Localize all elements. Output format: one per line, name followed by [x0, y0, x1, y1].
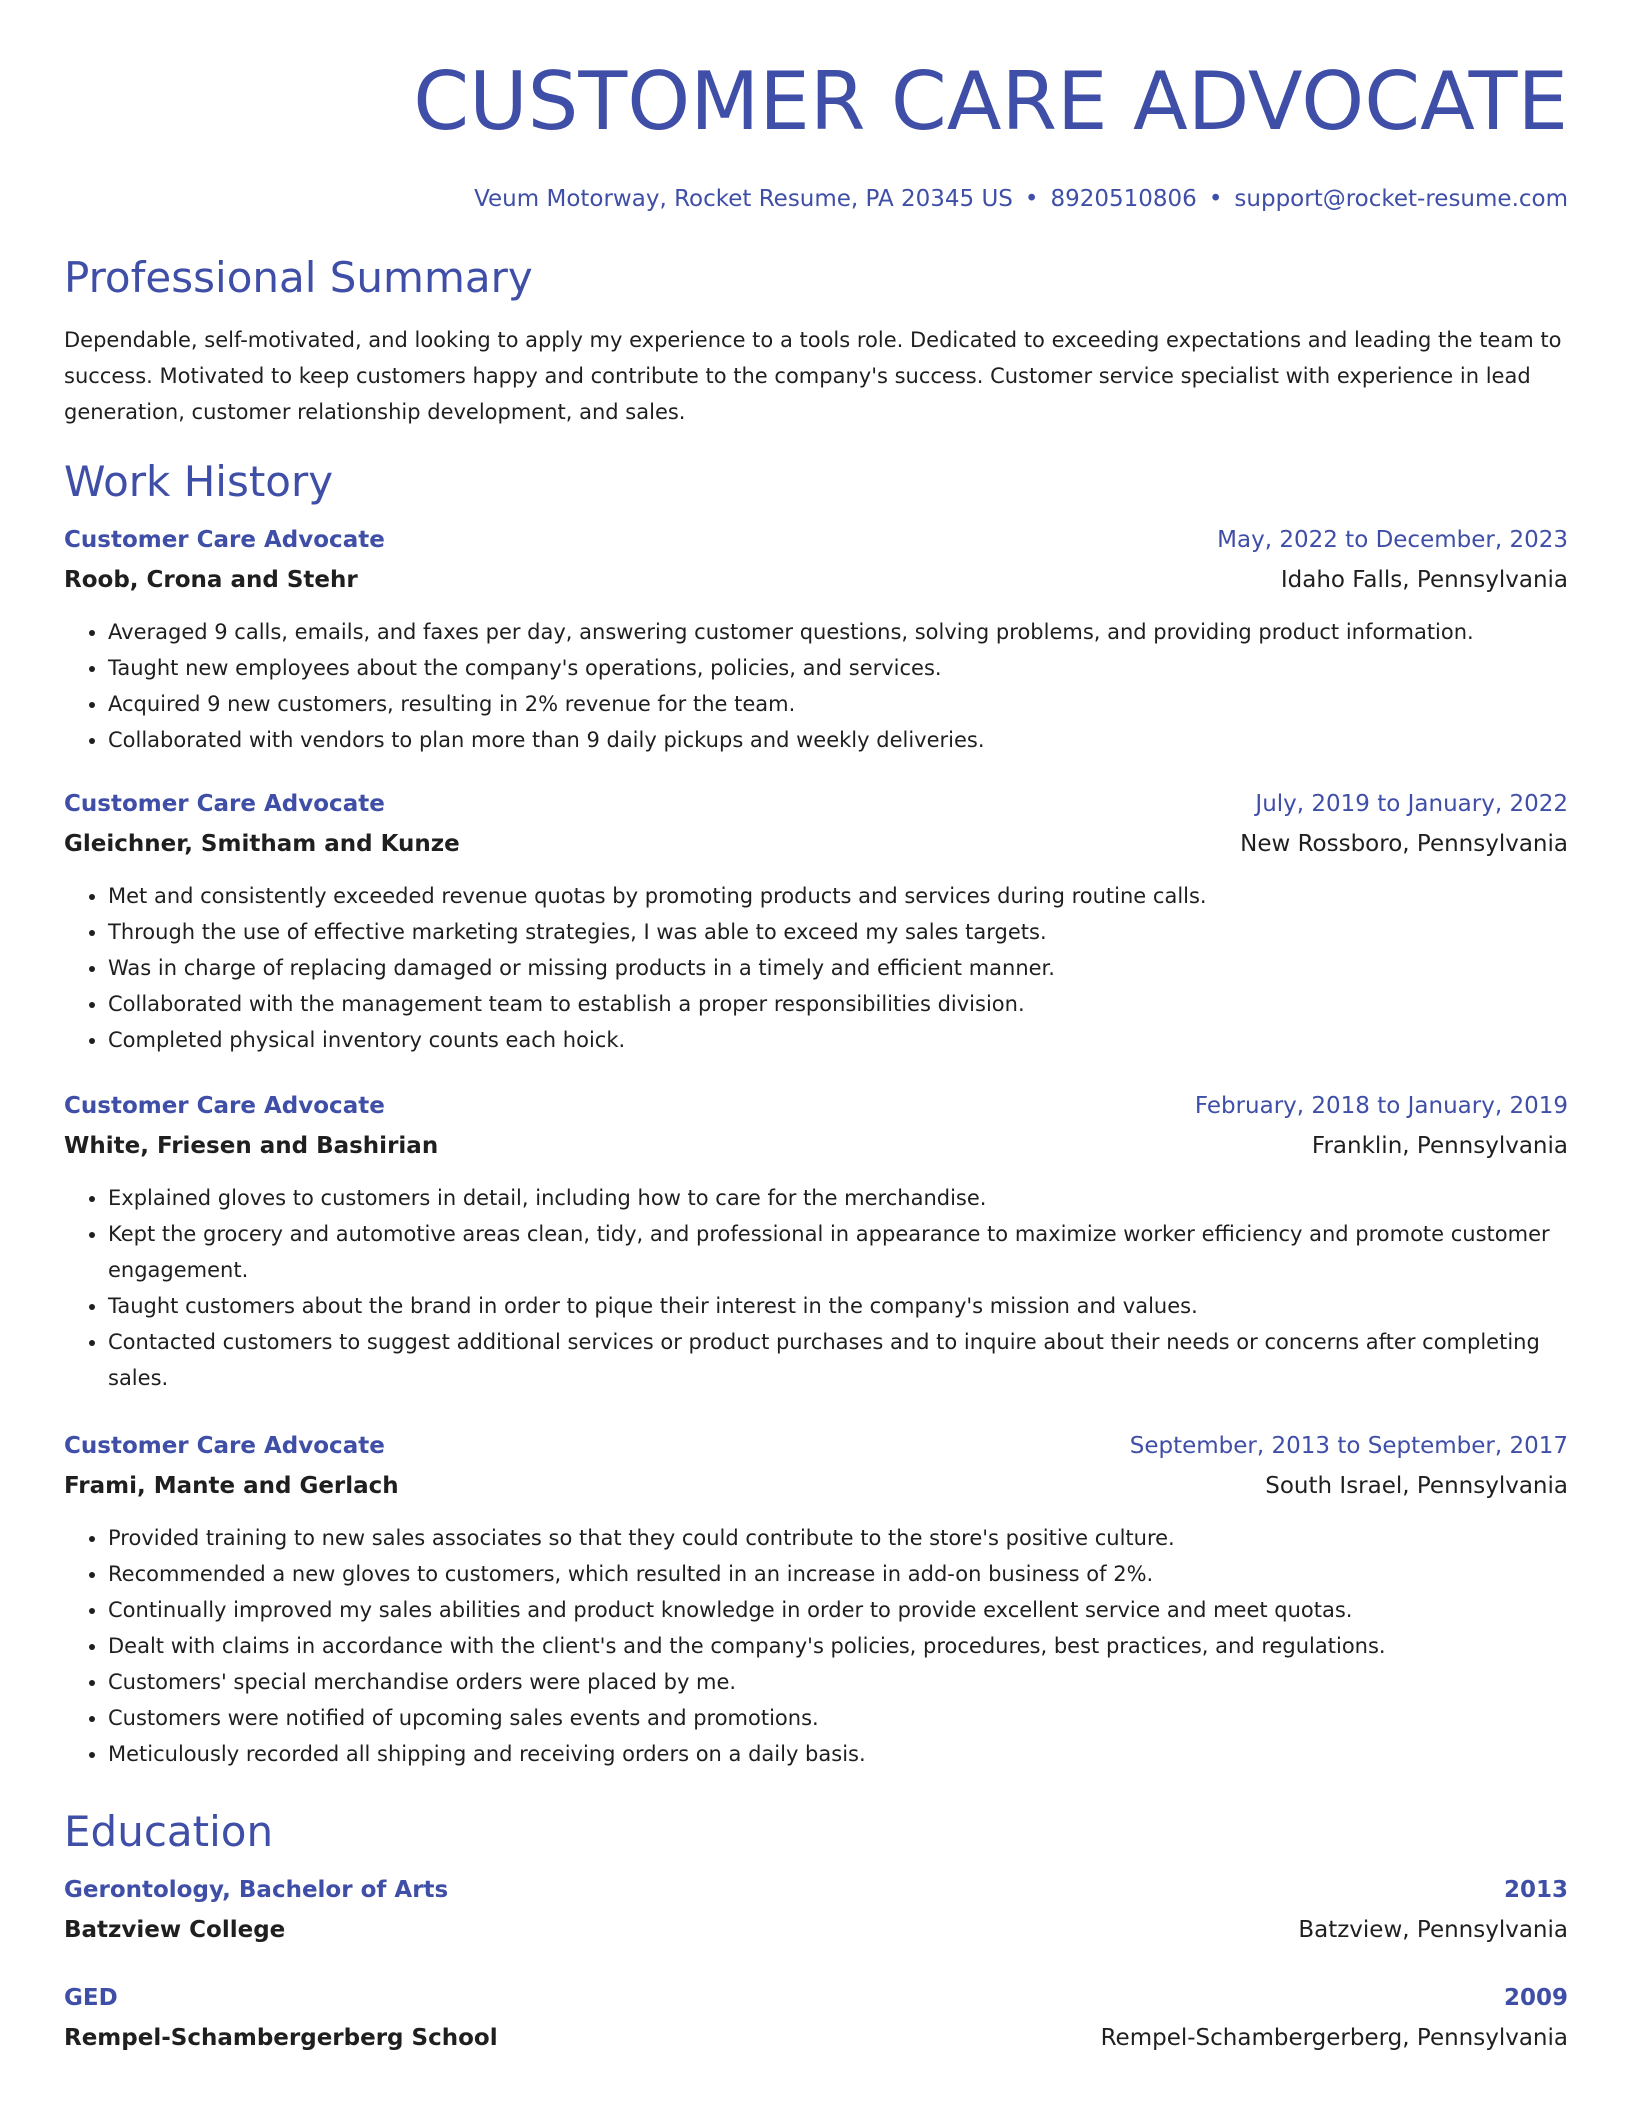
job-location: New Rossboro, Pennsylvania	[1240, 831, 1568, 857]
job-bullet: • Recommended a new gloves to customers, which resulted in an increase in add-on business of 2%.	[108, 1556, 1568, 1592]
job-subheader	[64, 1468, 1568, 1504]
education-entry	[64, 1980, 1568, 2056]
job-header	[64, 786, 1568, 822]
job-bullet: • Taught customers about the brand in order to pique their interest in the company's mission and values.	[108, 1288, 1568, 1324]
job-bullet: • Completed physical inventory counts each hoick.	[108, 1022, 1568, 1058]
work-history-heading: Work History	[64, 457, 334, 506]
education-location: Batzview, Pennsylvania	[1298, 1917, 1568, 1943]
job-header	[64, 1088, 1568, 1124]
job-dates: July, 2019 to January, 2022	[1255, 791, 1568, 817]
job-entry	[64, 522, 1568, 758]
contact-line	[64, 182, 1568, 216]
job-bullet: • Meticulously recorded all shipping and receiving orders on a daily basis.	[108, 1736, 1568, 1772]
job-bullet: • Collaborated with the management team to establish a proper responsibilities division.	[108, 986, 1568, 1022]
job-company: White, Friesen and Bashirian	[64, 1133, 439, 1159]
summary-text: Dependable, self-motivated, and looking to apply my experience to a tools role. Dedicated to exceeding expectations and leading the team to success. Motivated to keep customers happy and contribute to the company's success. Customer service specialist with experience in lead generation, customer relationship development, and sales.	[64, 328, 1562, 424]
job-bullets	[64, 1180, 1568, 1396]
job-dates: September, 2013 to September, 2017	[1129, 1433, 1568, 1459]
job-subheader	[64, 826, 1568, 862]
job-location: South Israel, Pennsylvania	[1265, 1473, 1568, 1499]
job-bullet: • Met and consistently exceeded revenue quotas by promoting products and services during routine calls.	[108, 878, 1568, 914]
education-degree: GED	[64, 1985, 118, 2011]
contact-phone: 8920510806	[1050, 186, 1197, 212]
job-bullet: • Kept the grocery and automotive areas clean, tidy, and professional in appearance to maximize worker efficiency and promote customer engagement.	[108, 1216, 1568, 1288]
education-school: Batzview College	[64, 1917, 286, 1943]
job-bullet: • Provided training to new sales associates so that they could contribute to the store's positive culture.	[108, 1520, 1568, 1556]
job-bullet: • Dealt with claims in accordance with the client's and the company's policies, procedures, best practices, and regulations.	[108, 1628, 1568, 1664]
job-bullet: • Was in charge of replacing damaged or missing products in a timely and efficient manner.	[108, 950, 1568, 986]
job-bullet: • Contacted customers to suggest additional services or product purchases and to inquire about their needs or concerns after completing sales.	[108, 1324, 1568, 1396]
contact-email[interactable]: support@rocket-resume.com	[1234, 186, 1568, 212]
job-header	[64, 522, 1568, 558]
job-bullet: • Customers' special merchandise orders were placed by me.	[108, 1664, 1568, 1700]
job-bullets	[64, 614, 1568, 758]
job-bullets	[64, 1520, 1568, 1772]
contact-separator: •	[1024, 186, 1039, 212]
job-header	[64, 1428, 1568, 1464]
education-degree: Gerontology, Bachelor of Arts	[64, 1877, 449, 1903]
job-entry	[64, 1088, 1568, 1396]
job-entry	[64, 1428, 1568, 1772]
job-bullets	[64, 878, 1568, 1058]
job-subheader	[64, 1128, 1568, 1164]
education-heading: Education	[64, 1807, 274, 1856]
resume-name-title: CUSTOMER CARE ADVOCATE	[413, 55, 1568, 148]
education-year: 2013	[1503, 1877, 1568, 1903]
job-bullet: • Averaged 9 calls, emails, and faxes per day, answering customer questions, solving problems, and providing product information.	[108, 614, 1568, 650]
education-subheader	[64, 1912, 1568, 1948]
contact-address: Veum Motorway, Rocket Resume, PA 20345 US	[474, 186, 1013, 212]
job-role: Customer Care Advocate	[64, 1433, 385, 1459]
job-bullet: • Continually improved my sales abilities and product knowledge in order to provide excellent service and meet quotas.	[108, 1592, 1568, 1628]
job-dates: May, 2022 to December, 2023	[1217, 527, 1568, 553]
job-bullet: • Explained gloves to customers in detail, including how to care for the merchandise.	[108, 1180, 1568, 1216]
job-bullet: • Collaborated with vendors to plan more than 9 daily pickups and weekly deliveries.	[108, 722, 1568, 758]
job-dates: February, 2018 to January, 2019	[1194, 1093, 1568, 1119]
summary-heading: Professional Summary	[64, 253, 533, 302]
contact-separator: •	[1208, 186, 1223, 212]
education-header	[64, 1872, 1568, 1908]
job-bullet: • Taught new employees about the company's operations, policies, and services.	[108, 650, 1568, 686]
education-subheader	[64, 2020, 1568, 2056]
job-location: Franklin, Pennsylvania	[1311, 1133, 1568, 1159]
job-bullet: • Customers were notified of upcoming sales events and promotions.	[108, 1700, 1568, 1736]
job-entry	[64, 786, 1568, 1058]
job-location: Idaho Falls, Pennsylvania	[1280, 567, 1568, 593]
job-bullet: • Acquired 9 new customers, resulting in 2% revenue for the team.	[108, 686, 1568, 722]
education-school: Rempel-Schambergerberg School	[64, 2025, 498, 2051]
education-entry	[64, 1872, 1568, 1948]
job-bullet: • Through the use of effective marketing strategies, I was able to exceed my sales targets.	[108, 914, 1568, 950]
job-company: Gleichner, Smitham and Kunze	[64, 831, 460, 857]
job-role: Customer Care Advocate	[64, 527, 385, 553]
job-company: Roob, Crona and Stehr	[64, 567, 358, 593]
education-year: 2009	[1503, 1985, 1568, 2011]
education-location: Rempel-Schambergerberg, Pennsylvania	[1100, 2025, 1568, 2051]
job-role: Customer Care Advocate	[64, 791, 385, 817]
education-header	[64, 1980, 1568, 2016]
job-subheader	[64, 562, 1568, 598]
job-role: Customer Care Advocate	[64, 1093, 385, 1119]
job-company: Frami, Mante and Gerlach	[64, 1473, 399, 1499]
